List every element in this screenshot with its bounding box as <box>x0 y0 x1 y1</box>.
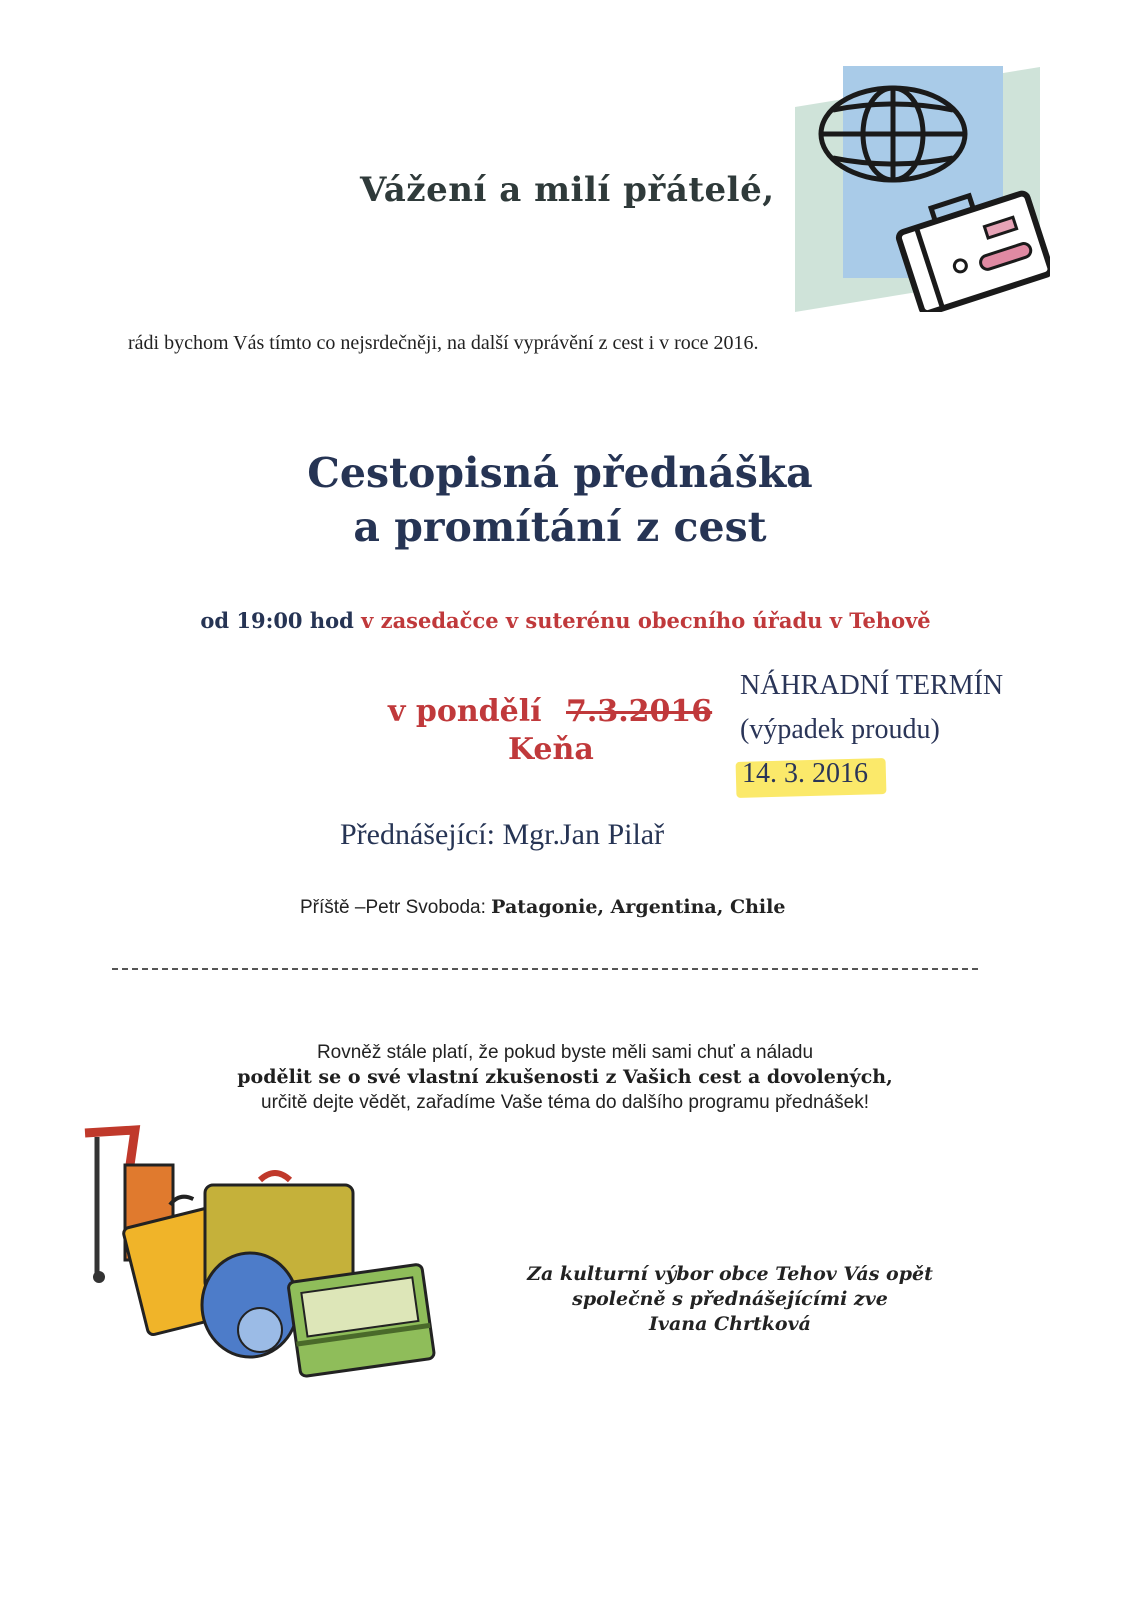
divider <box>112 968 978 970</box>
day-label: v pondělí <box>388 694 542 729</box>
next-event-destinations: Patagonie, Argentina, Chile <box>491 896 786 918</box>
lecturer: Přednášející: Mgr.Jan Pilař <box>340 818 665 851</box>
closing-line-1: Rovněž stále platí, že pokud byste měli sami chuť a náladu <box>316 1042 814 1063</box>
closing-line-2: podělit se o své vlastní zkušenosti z Vašich cest a dovolených, <box>237 1066 893 1088</box>
event-title-line-1: Cestopisná přednáška <box>307 449 813 497</box>
replacement-heading: NÁHRADNÍ TERMÍN <box>740 670 1004 701</box>
globe-suitcase-icon <box>785 62 1050 312</box>
luggage-pile-icon <box>75 1125 445 1385</box>
replacement-date: 14. 3. 2016 <box>742 758 868 789</box>
next-event-prefix: Příště –Petr Svoboda: <box>300 897 486 918</box>
greeting: Vážení a milí přátelé, <box>360 170 775 210</box>
event-time: od 19:00 hod <box>200 608 354 633</box>
next-event <box>300 896 785 919</box>
time-and-place <box>0 608 1131 633</box>
closing-line-3: určitě dejte vědět, zařadíme Vaše téma do dalšího programu přednášek! <box>261 1092 869 1113</box>
event-title-line-2: a promítání z cest <box>353 503 767 551</box>
original-date-struck: 7.3.2016 <box>566 694 713 729</box>
invitation-text: rádi bychom Vás tímto co nejsrdečněji, na další vyprávění z cest i v roce 2016. <box>128 332 759 354</box>
signature-line-2: společně s přednášejícími zve <box>572 1288 888 1310</box>
event-place: v zasedačce v suterénu obecního úřadu v Tehově <box>361 608 931 633</box>
replacement-reason: (výpadek proudu) <box>740 714 940 745</box>
signature-line-1: Za kulturní výbor obce Tehov Vás opět <box>527 1263 933 1285</box>
signature-name: Ivana Chrtková <box>649 1313 811 1335</box>
event-topic: Keňa <box>508 732 594 767</box>
